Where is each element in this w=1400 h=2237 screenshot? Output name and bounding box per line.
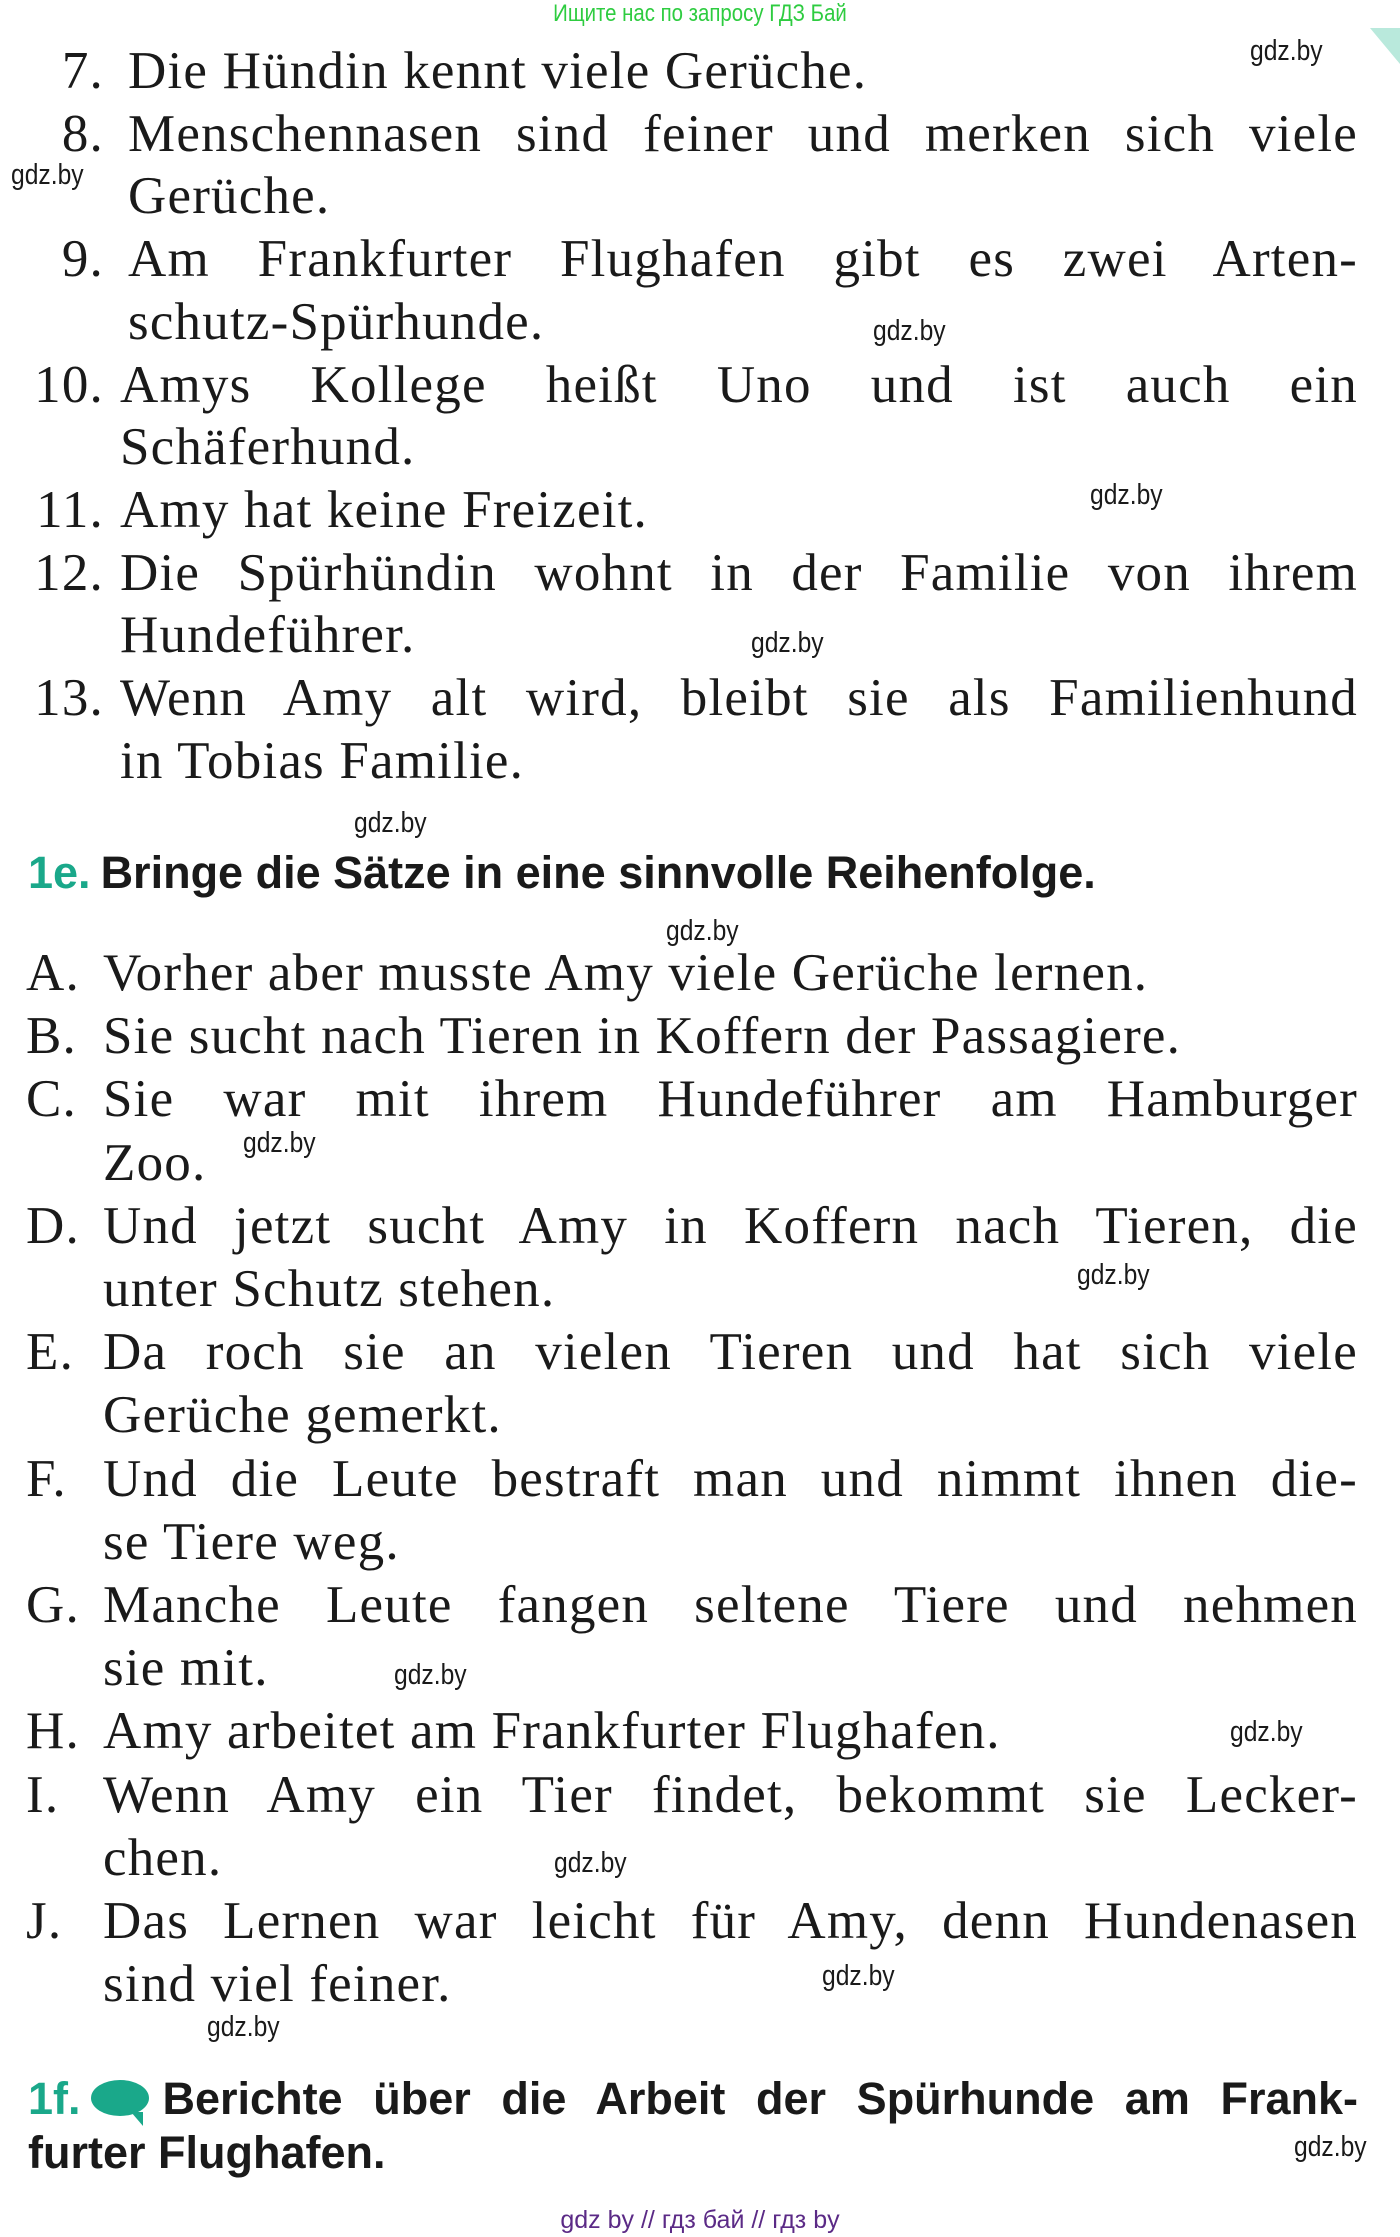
item-number: 11.	[36, 480, 104, 539]
item-number: D.	[26, 1196, 80, 1255]
item-text-line: Amy arbeitet am Frankfurter Flughafen.	[103, 1702, 1001, 1761]
item-number: 10.	[34, 355, 104, 414]
watermark: gdz.by	[666, 915, 739, 947]
item-text-line: unter Schutz stehen.	[103, 1260, 556, 1318]
watermark: gdz.by	[1250, 35, 1323, 67]
watermark: gdz.by	[554, 1847, 627, 1879]
task-1f-heading	[28, 2072, 1358, 2126]
task-1e-heading	[28, 846, 1096, 900]
item-text-line: in Tobias Familie.	[120, 731, 525, 790]
task-text-line1: Berichte über die Arbeit der Spürhunde am Frank-	[162, 2073, 1358, 2124]
watermark: gdz.by	[822, 1960, 895, 1992]
watermark: gdz.by	[354, 807, 427, 839]
item-text-line: Wenn Amy ein Tier findet, bekommt sie Lecker-	[103, 1765, 1358, 1824]
footer-links[interactable]: gdz by // гдз бай // гдз by	[560, 2206, 840, 2234]
item-text-line: Am Frankfurter Flughafen gibt es zwei Arten-	[128, 230, 1358, 289]
watermark: gdz.by	[873, 315, 946, 347]
item-number: I.	[26, 1765, 60, 1824]
watermark: gdz.by	[751, 627, 824, 659]
item-text-line: Zoo.	[103, 1133, 207, 1192]
item-text-line: Die Spürhündin wohnt in der Familie von ihrem	[120, 543, 1358, 602]
item-text-line: Das Lernen war leicht für Amy, denn Hundenasen	[103, 1892, 1358, 1950]
item-number: A.	[26, 944, 80, 1002]
corner-tab-decoration	[1370, 28, 1400, 64]
watermark: gdz.by	[243, 1127, 316, 1159]
item-number: 7.	[61, 42, 104, 100]
item-text-line: sie mit.	[103, 1639, 269, 1698]
task-number: 1e.	[28, 847, 91, 898]
item-text-line: Schäferhund.	[120, 418, 416, 477]
item-text-line: schutz-Spürhunde.	[128, 292, 545, 351]
task-1f-heading-line2: furter Flughafen.	[28, 2127, 386, 2178]
item-number: 9.	[61, 230, 104, 289]
item-text-line: Menschennasen sind feiner und merken sich viele	[128, 104, 1358, 163]
item-number: B.	[26, 1007, 78, 1066]
item-text-line: Gerüche.	[128, 167, 331, 226]
item-text-line: Manche Leute fangen seltene Tiere und nehmen	[103, 1576, 1358, 1634]
item-text-line: Amys Kollege heißt Uno und ist auch ein	[120, 355, 1358, 414]
item-number: 13.	[34, 669, 104, 727]
item-text-line: chen.	[103, 1828, 223, 1887]
item-number: C.	[26, 1070, 78, 1129]
watermark: gdz.by	[1090, 479, 1163, 511]
watermark: gdz.by	[1294, 2131, 1367, 2163]
watermark: gdz.by	[394, 1659, 467, 1691]
item-text-line: se Tiere weg.	[103, 1512, 400, 1571]
item-text-line: Die Hündin kennt viele Gerüche.	[128, 42, 868, 100]
item-number: F.	[26, 1449, 67, 1508]
item-text-line: Sie sucht nach Tieren in Koffern der Passagiere.	[103, 1007, 1182, 1066]
item-text-line: Da roch sie an vielen Tieren und hat sich viele	[103, 1323, 1358, 1382]
task-text: Bringe die Sätze in eine sinnvolle Reihenfolge.	[100, 847, 1096, 898]
item-text-line: Vorher aber musste Amy viele Gerüche lernen.	[103, 944, 1149, 1002]
item-text-line: Sie war mit ihrem Hundeführer am Hamburger	[103, 1070, 1358, 1129]
item-number: J.	[26, 1892, 63, 1950]
item-number: 12.	[34, 543, 104, 602]
item-text-line: sind viel feiner.	[103, 1955, 452, 2014]
item-text-line: Und die Leute bestraft man und nimmt ihnen die-	[103, 1449, 1358, 1508]
watermark: gdz.by	[1077, 1259, 1150, 1291]
item-number: G.	[26, 1576, 80, 1634]
item-text-line: Wenn Amy alt wird, bleibt sie als Familienhund	[120, 669, 1358, 727]
item-number: E.	[26, 1323, 75, 1382]
item-number: H.	[26, 1702, 80, 1761]
task-number: 1f.	[28, 2073, 81, 2124]
item-number: 8.	[61, 104, 104, 163]
item-text-line: Hundeführer.	[120, 606, 416, 665]
speech-bubble-icon	[91, 2080, 149, 2116]
item-text-line: Und jetzt sucht Amy in Koffern nach Tieren, die	[103, 1196, 1358, 1255]
item-text-line: Gerüche gemerkt.	[103, 1386, 502, 1445]
top-banner[interactable]: Ищите нас по запросу ГДЗ Бай	[553, 0, 847, 27]
watermark: gdz.by	[11, 159, 84, 191]
watermark: gdz.by	[207, 2011, 280, 2043]
watermark: gdz.by	[1230, 1716, 1303, 1748]
item-text-line: Amy hat keine Freizeit.	[120, 480, 648, 539]
